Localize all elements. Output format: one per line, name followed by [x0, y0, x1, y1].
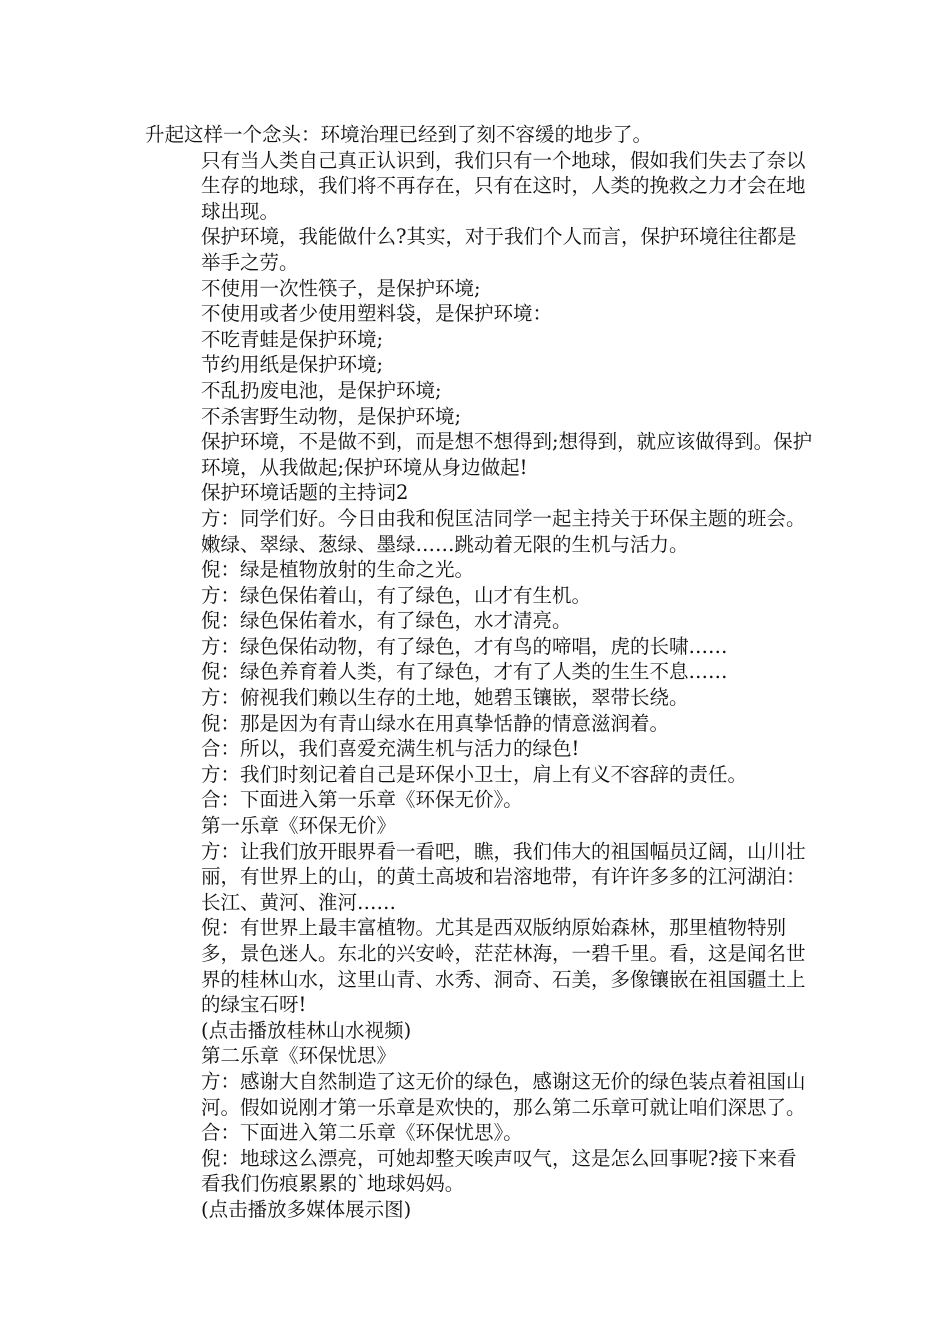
stage-note: (点击播放多媒体展示图) — [201, 1197, 412, 1221]
paragraph: 不使用一次性筷子，是保护环境; — [201, 276, 481, 300]
paragraph: 倪：有世界上最丰富植物。尤其是西双版纳原始森林，那里植物特别多，景色迷人。东北的兴安岭，茫茫林海，一碧千里。看，这是闻名世界的桂林山水，这里山青、水秀、洞奇、石美，多像镶嵌在祖国疆土上的绿宝石呀! — [201, 916, 806, 1017]
paragraph: 倪：绿色养育着人类，有了绿色，才有了人类的生生不息…… — [201, 660, 728, 684]
paragraph: 节约用纸是保护环境; — [201, 353, 384, 377]
paragraph: 方：同学们好。今日由我和倪匡洁同学一起主持关于环保主题的班会。嫩绿、翠绿、葱绿、墨绿……跳动着无限的生机与活力。 — [201, 506, 806, 556]
paragraph: 方：绿色保佑动物，有了绿色，才有鸟的啼唱，虎的长啸…… — [201, 634, 728, 658]
paragraph: 保护环境，我能做什么?其实，对于我们个人而言，保护环境往往都是举手之劳。 — [201, 225, 797, 274]
paragraph: 不乱扔废电池，是保护环境; — [201, 378, 442, 402]
paragraph: 不杀害野生动物，是保护环境; — [201, 404, 462, 428]
paragraph: 不吃青蛙是保护环境; — [201, 327, 384, 351]
paragraph: 倪：绿色保佑着水，有了绿色，水才清亮。 — [201, 609, 572, 633]
paragraph: 不使用或者少使用塑料袋，是保护环境： — [201, 302, 553, 326]
paragraph: 方：绿色保佑着山，有了绿色，山才有生机。 — [201, 583, 592, 607]
section-heading: 第二乐章《环保忧思》 — [201, 1044, 397, 1068]
document-page — [145, 122, 815, 1223]
paragraph: 方：我们时刻记着自己是环保小卫士，肩上有义不容辞的责任。 — [201, 762, 748, 786]
paragraph: 合：下面进入第二乐章《环保忧思》。 — [201, 1121, 523, 1145]
paragraph: 方：俯视我们赖以生存的土地，她碧玉镶嵌，翠带长绕。 — [201, 686, 689, 710]
section-heading: 保护环境话题的主持词2 — [201, 481, 409, 505]
paragraph: 方：让我们放开眼界看一看吧，瞧，我们伟大的祖国幅员辽阔，山川壮丽，有世界上的山，的黄土高坡和岩溶地带，有许许多多的江河湖泊：长江、黄河、淮河…… — [201, 839, 806, 914]
paragraph: 方：感谢大自然制造了这无价的绿色，感谢这无价的绿色装点着祖国山河。假如说刚才第一乐章是欢快的，那么第二乐章可就让咱们深思了。 — [201, 1069, 806, 1119]
paragraph: 倪：绿是植物放射的生命之光。 — [201, 558, 475, 582]
paragraph: 只有当人类自己真正认识到，我们只有一个地球，假如我们失去了奈以生存的地球，我们将不再存在，只有在这时，人类的挽救之力才会在地球出现。 — [201, 148, 806, 223]
section-heading: 第一乐章《环保无价》 — [201, 814, 397, 838]
paragraph: 倪：那是因为有青山绿水在用真挚恬静的情意滋润着。 — [201, 711, 670, 735]
paragraph: 倪：地球这么漂亮，可她却整天唉声叹气，这是怎么回事呢?接下来看看我们伤痕累累的`地球妈妈。 — [201, 1146, 797, 1196]
paragraph: 保护环境，不是做不到，而是想不想得到;想得到，就应该做得到。保护环境，从我做起;保护环境从身边做起! — [201, 430, 813, 479]
paragraph: 合：所以，我们喜爱充满生机与活力的绿色! — [201, 737, 580, 761]
paragraph: 升起这样一个念头：环境治理已经到了刻不容缓的地步了。 — [145, 123, 653, 146]
stage-note: (点击播放桂林山水视频) — [201, 1018, 412, 1042]
paragraph: 合：下面进入第一乐章《环保无价》。 — [201, 788, 523, 812]
